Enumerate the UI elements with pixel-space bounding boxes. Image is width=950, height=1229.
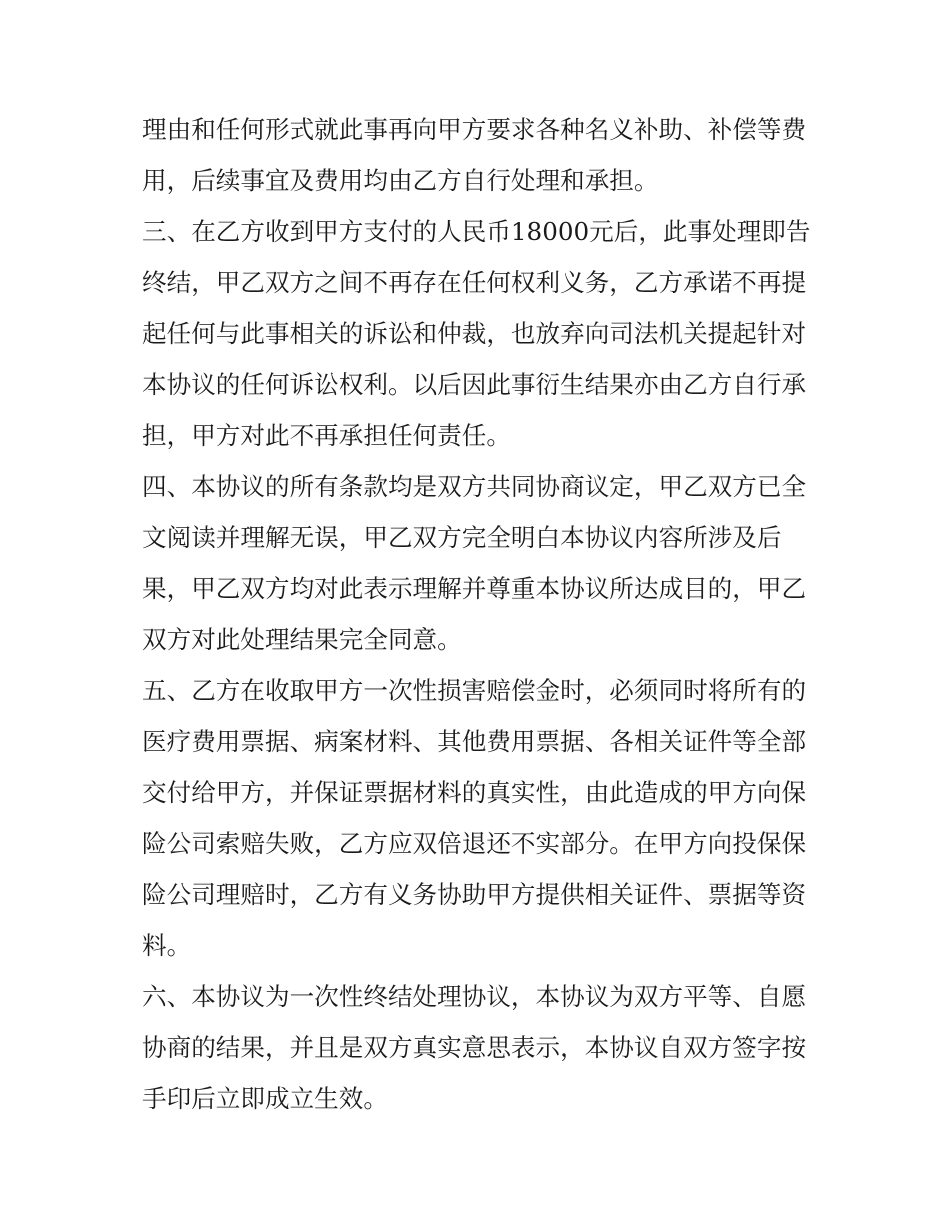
text-line: 交付给甲方，并保证票据材料的真实性，由此造成的甲方向保 — [142, 778, 807, 807]
text-line: 医疗费用票据、病案材料、其他费用票据、各相关证件等全部 — [142, 727, 807, 756]
text-line: 料。 — [142, 931, 192, 960]
text-line: 担，甲方对此不再承担任何责任。 — [142, 421, 511, 450]
clause-4-line: 四、本协议的所有条款均是双方共同协商议定，甲乙双方已全 — [142, 472, 807, 501]
document-body — [142, 110, 842, 1130]
text-line: 双方对此处理结果完全同意。 — [142, 625, 462, 654]
text-line: 起任何与此事相关的诉讼和仲裁，也放弃向司法机关提起针对 — [142, 319, 807, 348]
text-line: 手印后立即成立生效。 — [142, 1084, 388, 1113]
text-line: 果，甲乙双方均对此表示理解并尊重本协议所达成目的，甲乙 — [142, 574, 807, 603]
text-line: 险公司索赔失败，乙方应双倍退还不实部分。在甲方向投保保 — [142, 829, 807, 858]
text-line: 文阅读并理解无误，甲乙双方完全明白本协议内容所涉及后 — [142, 523, 782, 552]
clause-6-line: 六、本协议为一次性终结处理协议，本协议为双方平等、自愿 — [142, 982, 807, 1011]
clause-5-line: 五、乙方在收取甲方一次性损害赔偿金时，必须同时将所有的 — [142, 676, 807, 705]
text-line: 协商的结果，并且是双方真实意思表示，本协议自双方签字按 — [142, 1033, 807, 1062]
text-line: 用，后续事宜及费用均由乙方自行处理和承担。 — [142, 166, 659, 195]
text-line: 险公司理赔时，乙方有义务协助甲方提供相关证件、票据等资 — [142, 880, 807, 909]
text-line: 理由和任何形式就此事再向甲方要求各种名义补助、补偿等费 — [142, 115, 807, 144]
text-line: 终结，甲乙双方之间不再存在任何权利义务，乙方承诺不再提 — [142, 268, 807, 297]
clause-3-line: 三、在乙方收到甲方支付的人民币18000元后，此事处理即告 — [142, 217, 811, 246]
text-line: 本协议的任何诉讼权利。以后因此事衍生结果亦由乙方自行承 — [142, 370, 807, 399]
